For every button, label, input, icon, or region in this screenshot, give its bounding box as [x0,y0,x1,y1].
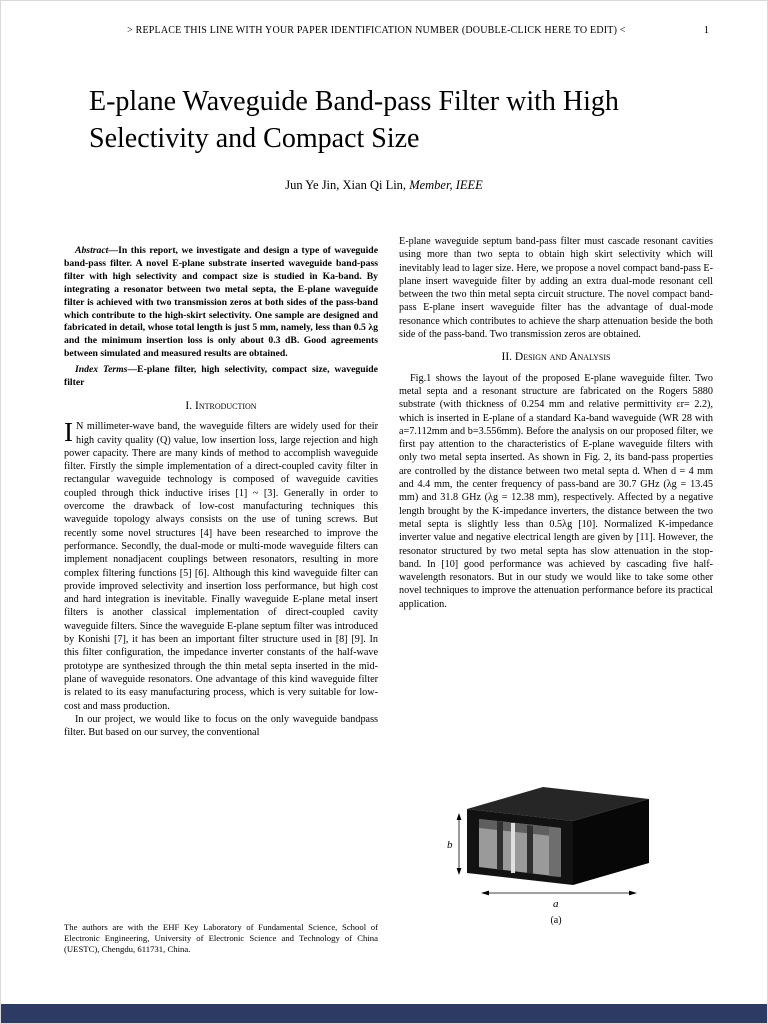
footer-bar [1,1004,767,1023]
index-terms-body: —E-plane filter, high selectivity, compact size, waveguide filter [64,364,378,389]
abstract-body: —In this report, we investigate and design a type of waveguide band-pass filter. A novel E-plane substrate inserted waveguide band-pass filter with high selectivity and compact size is studied in Ka-band. By integrating a resonator between two metal septa, the E-plane waveguide filter is achieved with two transmission zeros at both sides of the pass-band which contribute to the high-skirt selectivity. One sample are designed and fabricated in detail, whose total length is just 5 mm, namely, less than 0.5 λg and the minimum insertion loss is only about 0.3 dB. Good agreements between simulated and measured results are obtained. [64,245,378,360]
waveguide-3d-illustration [441,779,671,909]
author-names: Jun Ye Jin, Xian Qi Lin, [285,178,410,192]
right-column [399,235,713,611]
paper-title-line2: Selectivity and Compact Size [89,123,420,154]
metal-septum-1 [497,821,503,870]
running-header [63,25,709,36]
dropcap-letter: I [64,417,73,448]
index-terms [64,364,378,390]
introduction-paragraph-1 [64,417,378,713]
running-header-text: > REPLACE THIS LINE WITH YOUR PAPER IDENTIFICATION NUMBER (DOUBLE-CLICK HERE TO EDIT) < [127,25,626,36]
author-affiliation-footnote: The authors are with the EHF Key Laboratory of Fundamental Science, School of Electronic Engineering, University of Electronic Science and Technology of China (UESTC), Chengdu, 611731, China. [64,922,378,954]
introduction-paragraph-1-text: N millimeter-wave band, the waveguide filters are widely used for their high cavity quality (Q) value, low insertion loss, large rejection and high power capacity. There are many kinds of method to accomplish waveguide filter. Firstly the simple implementation of a direct-coupled cavity filter in rectangular waveguide technology is composed of waveguide cavities coupled through thick inductive irises [1] ~ [3]. Generally in order to overcome the drawback of low-cost manufacturing techniques this waveguide topology always consists on the use of tuning screws. But recently some novel structures [4] have been researched to improve the performance. Secondly, the dual-mode or multi-mode waveguide filters can implement nonadjacent couplings between resonators, resulting in more complex filtering functions [5] [6]. Although this kind waveguide filter can provide improved selectivity and insertion loss performance, but high cost and hard integration is inevitable. Finally waveguide E-plane metal insert filters is another classical implementation of direct-coupled cavity waveguide filters. Since the waveguide E-plane septum filter was introduced by Konishi [7], it has been an important filter structure used in [8] [9]. In this filter configuration, the impedance inverter constants of the half-wave prototype are synthesized through the thin metal septa inserted in the mid-plane of waveguide resonators. One advantage of this kind waveguide filter is related to its easy manufacturing process, which is very suitable for low-cost and mass production. [64,421,378,712]
section-heading-design: II. Design and Analysis [501,351,611,364]
dimension-b-label: b [447,839,453,851]
index-terms-label: Index Terms [75,364,128,376]
authors-line [1,178,767,193]
introduction-paragraph-2: In our project, we would like to focus on the only waveguide bandpass filter. But based on our survey, the conventional [64,713,378,739]
substrate-insert [511,823,515,873]
design-paragraph-1: E-plane waveguide septum band-pass filter must cascade resonant cavities using more than two septa to obtain high skirt selectivity which will inevitably lead to lager size. Here, we propose a novel compact band-pass E-plane insert waveguide filter by adding an extra dual-mode resonant cell between the two thin metal septa circuit structure. The novel compact band-pass E-plane insert waveguide filter has the advantage of dual-mode resonance which contributes to achieve the sharp attenuation beside the both side of the pass-band. Two transmission zeros are obtained. [399,236,713,341]
paper-title-line1: E-plane Waveguide Band-pass Filter with High [89,86,619,117]
paper-title [89,83,709,157]
left-column [64,245,378,739]
design-paragraph-2: Fig.1 shows the layout of the proposed E-plane waveguide filter. Two metal septa and a resonant structure are fabricated on the Rogers 5880 substrate (with thickness of 0.254 mm and relative permittivity εr= 2.2), which is inserted in E-plane of a standard Ka-band waveguide (WR 28 with a=7.112mm and b=3.556mm). Before the analysis on our proposed filter, we first pay attention to the characteristics of E-plane waveguide filters with only two metal septa inserted. As shown in Fig. 2, its band-pass properties are controlled by the distance between two metal septa d. When d = 4 mm and 4.4 mm, the center frequency of pass-band are 30.7 GHz (λg = 13.45 mm) and 31.8 GHz (λg = 12.38 mm), respectively. Affected by a negative length brought by the K-impedance inverters, the distance between the two metal septa is slightly less than 0.5λg [10]. Normalized K-impedance inverter value and negative electrical length are given by [11]. However, the resonator structured by two metal septa has slow attenuation in the stop-band. In [10] good performance was achieved by cascading five half-wavelength resonators. But in our study we would like to take some other novel techniques to improve the attenuation performance before its practical application. [399,372,713,610]
section-heading-introduction: I. Introduction [185,399,257,412]
dimension-a-arrow [481,891,637,909]
figure-1a-caption: (a) [550,915,562,926]
page-number: 1 [703,25,709,36]
abstract-label: Abstract [75,245,109,256]
dimension-b-arrow [447,813,461,875]
author-membership: Member, IEEE [409,178,483,192]
metal-septum-2 [527,825,533,874]
abstract [64,245,378,361]
figure-1a-waveguide [441,779,671,926]
waveguide-opening [479,819,561,877]
dimension-a-label: a [553,898,559,909]
